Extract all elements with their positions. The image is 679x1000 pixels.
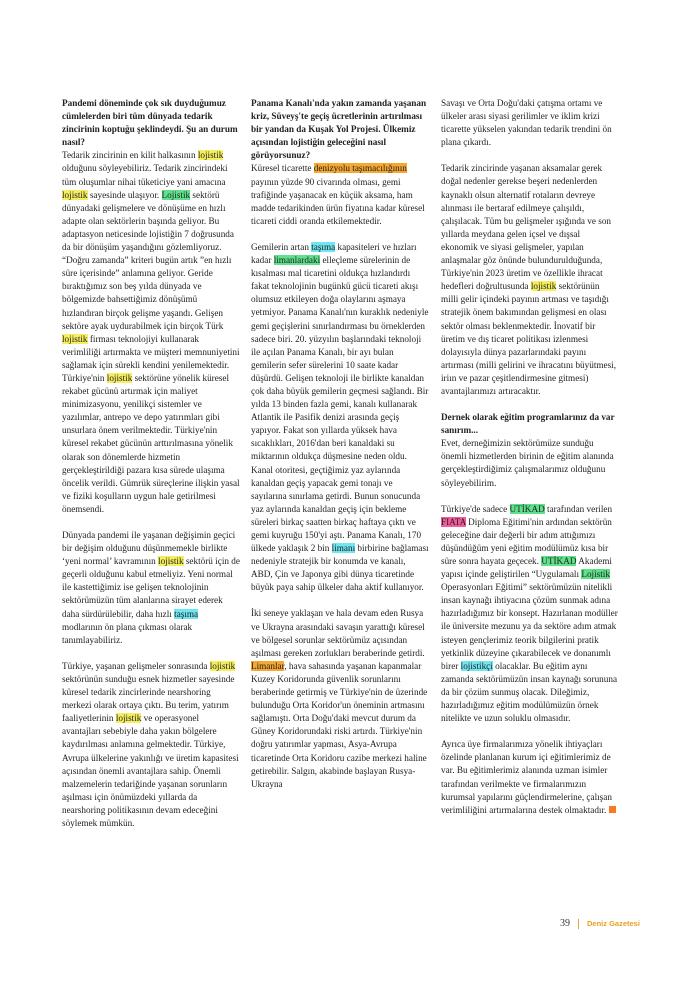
highlight-term: UTİKAD [541, 556, 577, 566]
text-run: sektörü dünyadaki gelişmelere ve dönüşüme en hızlı adapte olan sektörlerin başında geliyor. Bu adaptasyon neticesinde lojistiğin 7 doğrusunda da bir dönüşüm yaşandığını gözlemliyoruz. “Doğru zamanda” kriteri bugün artık ”en hızlı süre içerisinde” anlamına geliyor. Geride bıraktığımız son beş yılda dünyada ve bölgemizde bahsettiğimiz dönüşümü hızlandıran birçok gelişme yaşandı. Gelişen sektöre ayak uydurabilmek için birçok Türk [62, 189, 234, 331]
highlight-term: limanlardaki [273, 255, 321, 266]
page-footer [560, 918, 640, 929]
end-of-article-mark [609, 806, 616, 813]
text-run: olacaklar. Bu eğitim aynı zamanda sektörümüzün insan kaynağı sorununa da bir çözüm sunmuş olacak. Dileğimiz, hazırladığımız eğitim modülümüzün örnek nitelikte ve uzun soluklu olmasıdır. [441, 660, 618, 724]
interview-question: Pandemi döneminde çok sık duyduğumuz cümlelerden biri tüm dünyada tedarik zincirinin koptuğu şeklindeydi. Şu an durum nasıl? [62, 98, 238, 148]
highlight-term: lojistik [62, 333, 88, 344]
highlight-term: lojistik [197, 150, 224, 161]
answer-paragraph [251, 241, 429, 595]
text-run: sektörünün milli gelir içindeki payının artması ve taşıdığı stratejik önem bakımından gelişmesi en olası sektör olması beklenmektedir. İnovatif bir üretim ve dış ticaret politikası izlenmesi dolayısıyla dünya pazarlarındaki payını artırması (milli gelirini ve ihracatını büyütmesi, iriın ve pazar çeşitlendirmesine gitmesi) avantajlarımızı artıracaktır. [441, 281, 617, 396]
text-run: tarafından verilen [544, 503, 613, 514]
text-run: Tedarik zincirinin en kilit halkasının [62, 150, 198, 161]
answer-paragraph [62, 149, 240, 516]
highlight-term: Lojistik [581, 569, 610, 580]
text-run: kapasiteleri ve hızları kadar [251, 241, 417, 266]
highlight-term: lojistik [530, 281, 557, 292]
text-run: Küresel ticarette [251, 163, 314, 174]
text-run: Tedarik zincirinde yaşanan aksamalar gerek doğal nedenler gerekse beşeri nedenlerden kaynaklı olsun alternatif rotaların devreye alınması ile bertaraf edilmeye çalışıldı, çalışılacak. Tüm bu gelişmeler ışığında ve son yıllarda meydana gelen içsel ve dışsal ekonomik ve siyasi gelişmeler, yapılan anlaşmalar göz önünde bulundurulduğunda, Türkiye'nin 2023 üretim ve özellikle ihracat hedefleri doğrultusunda [441, 163, 612, 292]
highlight-term: limanı [331, 543, 356, 554]
text-run: Gemilerin artan [251, 241, 312, 252]
text-run: sektörü için de geçerli olduğunu kabul etmeliyiz. Yeni normal ile kastettiğimiz ise gelişen teknolojinin sektörümüzün tüm alanlarına sirayet ederek daha sürdürülebilir, daha hızlı [62, 556, 240, 619]
page-number: 39 [560, 918, 570, 929]
text-run: Operasyonları Eğitimi” sektörümüzün nitelikli insan kaynağı ihtiyacına çözüm sunmak adına hazırladığımız bir konsept. Hazırlanan modüller ile üniversite mezunu ya da sektöre adım atmak isteyen gençlerimiz teorik bilgilerini pratik yetkinlik düzeyine çıkarabilecek ve donanımlı birer [441, 582, 618, 671]
answer-paragraph: Savaşı ve Orta Doğu'daki çatışma ortamı ve ülkeler arası siyasi gerilimler ve iklim krizi ticarette yükselen yakından tedarik trendini ön plana çıkardı. [441, 98, 612, 148]
text-run: elleçleme sürelerinin de kısalması mal ticaretini oldukça hızlandırdı fakat teknolojinin bugünkü gücü ticareti akışı olumsuz etkileyen doğa olaylarını aşmaya yetmiyor. Panama Kanalı'nın kuraklık nedeniyle gemi geçişlerini sınırlandırması bu örneklerden sadece biri. 20. yüzyılın başlarındaki teknoloji ile açılan Panama Kanalı, bir ayı bulan gemilerin sefer sürelerini 10 saate kadar düşürdü. Gelişen teknoloji ile birlikte kanaldan çok daha büyük gemilerin geçmesi sağlandı. Bir yılda 13 binden fazla gemi, kanalı kullanarak Atlantik ile Pasifik denizi arasında geçiş yapıyor. Fakat son yıllarda yüksek hava sıcaklıkları, 2016'dan beri kanaldaki su miktarının oldukça düşmesine neden oldu. Kanal otoritesi, geçtiğimiz yaz aylarında kanaldan geçiş yapacak gemi tonajı ve sayılarına sınırlama getirdi. Bunun sonucunda yaz aylarında kanaldan geçiş için bekleme süreleri birkaç saatten birkaç haftaya çıktı ve gemi kuyruğu 150'yi aştı. Panama Kanalı, 170 ülkede yaklaşık 2 bin [251, 255, 429, 554]
text-run: Dünyada pandemi ile yaşanan değişimin geçici bir değişim olduğunu düşünmemekle birlikte ‘yeni normal’ kavramının [62, 530, 236, 567]
highlight-term: lojistik [158, 556, 184, 567]
text-run: , hava sahasında yaşanan kapanmalar Kuzey Koridorunda güvenlik sorunlarını beraberinde getirmiş ve Türkiye'nin de üzerinde bulunduğu Orta Koridor'un öneminin artmasını sağlamıştı. Orta Doğu'daki mevcut durum da Güney Koridorundaki riski artırdı. Türkiye'nin doğru yatırımlar yapması, Asya-Avrupa ticaretinde Orta Koridoru cazibe merkezi haline getirebilir. Salgın, akabinde başlayan Rusya-Ukrayna [251, 660, 428, 789]
answer-paragraph [441, 503, 619, 726]
answer-paragraph [62, 660, 240, 830]
publication-logo: Deniz Gazetesi [587, 919, 640, 928]
highlight-term: Lojistik [161, 189, 191, 200]
highlight-term: lojistik [115, 713, 142, 724]
text-run: İki seneye yaklaşan ve hala devam eden Rusya ve Ukrayna arasındaki savaşın yarattığı küresel ve bölgesel sorunlar sektörümüz açısından aşılması gereken zorlukları beraberinde getirdi. [251, 608, 425, 658]
highlight-term: taşıma [311, 241, 336, 252]
interview-question: Dernek olarak eğitim programlarınız da var sanırım... [441, 412, 615, 436]
answer-paragraph [251, 607, 429, 790]
text-run: sektörünün sunduğu esnek hizmetler sayesinde küresel tedarik zincirlerinde nearshoring merkezi olarak ortaya çıktı. Bu terim, yatırım faaliyetlerinin [62, 673, 235, 724]
footer-divider [578, 919, 579, 929]
highlight-term: lojistik [106, 372, 133, 383]
text-run: Akademi yapısı içinde geliştirilen “Uygulamalı [441, 556, 612, 580]
highlight-term: UTİKAD [509, 503, 545, 514]
text-run: sayesinde ulaşıyor. [87, 189, 162, 200]
answer-paragraph [251, 162, 429, 227]
text-run: modlarının ön plana çıkması olarak tanımlayabiliriz. [62, 621, 193, 645]
highlight-term: Limanlar [251, 660, 285, 671]
column-1 [62, 97, 240, 843]
highlight-term: denizyolu taşımacılığının [313, 163, 407, 174]
text-run: olduğunu söyleyebiliriz. Tedarik zincirindeki tüm oluşumlar nihai tüketiciye yani amacına [62, 163, 228, 187]
answer-paragraph [441, 162, 619, 398]
highlight-term: FIATA [441, 516, 466, 527]
text-run: Diploma Eğitimi'nin ardından sektörün geleceğine dair değerli bir adım attığımızı düşündüğüm yeni eğitim modülümüz kısa bir süre sonra hayata geçecek. [441, 516, 612, 566]
text-run: payının yüzde 90 civarında olması, gemi trafiğinde yaşanacak en küçük aksama, ham madde tedarikinden ürün fiyatına kadar küresel ticareti ciddi oranda etkilemektedir. [251, 176, 425, 226]
text-run: Türkiye, yaşanan gelişmeler sonrasında [62, 660, 210, 671]
text-run: ve operasyonel avantajları sebebiyle daha yakın bölgelere kaydırılması anlamına gelmektedir. Türkiye, Avrupa ülkelerine yakınlığı ve üretim kapasitesi açısından önemli avantajlara sahip. Önemli malzemelerin tedariğinde yaşanan sorunların aşılması için önümüzdeki yıllarda da nearshoring politikasının devam edeceğini söylemek mümkün. [62, 713, 239, 828]
answer-paragraph [62, 529, 240, 647]
column-2 [251, 97, 429, 804]
answer-paragraph [441, 738, 619, 817]
column-3 [441, 97, 619, 830]
text-run: firması teknolojiyi kullanarak verimliliği artırmakta ve müşteri memnuniyetini sağlamak için sürekli kendini yenilemektedir. Türkiye'nin [62, 333, 240, 383]
highlight-term: lojistik [209, 660, 236, 671]
text-run: Ayrıca üye firmalarımıza yönelik ihtiyaçları özelinde planlanan kurum içi eğitimlerimiz de var. Bu eğitimlerimiz alanında uzman isimler tarafından verilmekte ve firmalarımızın kurumsal yapılarını güçlendirmelerine, çalışan verimliliğini artırmalarına destek olmaktadır. [441, 739, 612, 815]
highlight-term: taşıma [174, 608, 199, 619]
text-run: birbirine bağlaması nedeniyle stratejik bir konumda ve kanalı, ABD, Çin ve Japonya gibi dünya ticaretinde büyük paya sahip ülkeler daha aktif kullanıyor. [251, 543, 429, 593]
interview-question: Panama Kanalı'nda yakın zamanda yaşanan kriz, Süveyş'te geçiş ücretlerinin artırılması bir yandan da Kuşak Yol Projesi. Ülkemiz açısından lojistiğin geleceğini nasıl görüyorsunuz? [251, 98, 427, 161]
text-run: sektörüne yönelik küresel rekabet gücünü artırmak için maliyet minimizasyonu, yenilikçi sistemler ve yazılımlar, antrepo ve depo yatırımları gibi unsurlara önem verilmektedir. Türkiye'nin küresel rekabet gücünün arttırılmasına yönelik olarak son dönemlerde hizmetin gerçekleştirildiği pazara kısa sürede ulaşıma öncelik verildi. Gümrük süreçlerine ilişkin yasal ve fiziki koşulların uygun hale getirilmesi önemsendi. [62, 372, 240, 514]
highlight-term: lojistikçi [460, 660, 493, 671]
text-run: Türkiye'de sadece [441, 503, 510, 514]
answer-paragraph: Evet, derneğimizin sektörümüze sunduğu önemli hizmetlerden birinin de eğitim alanında gerçekleştirdiğimiz çalışmalarımız olduğunu söyleyebilirim. [441, 438, 614, 488]
highlight-term: lojistik [62, 189, 88, 200]
